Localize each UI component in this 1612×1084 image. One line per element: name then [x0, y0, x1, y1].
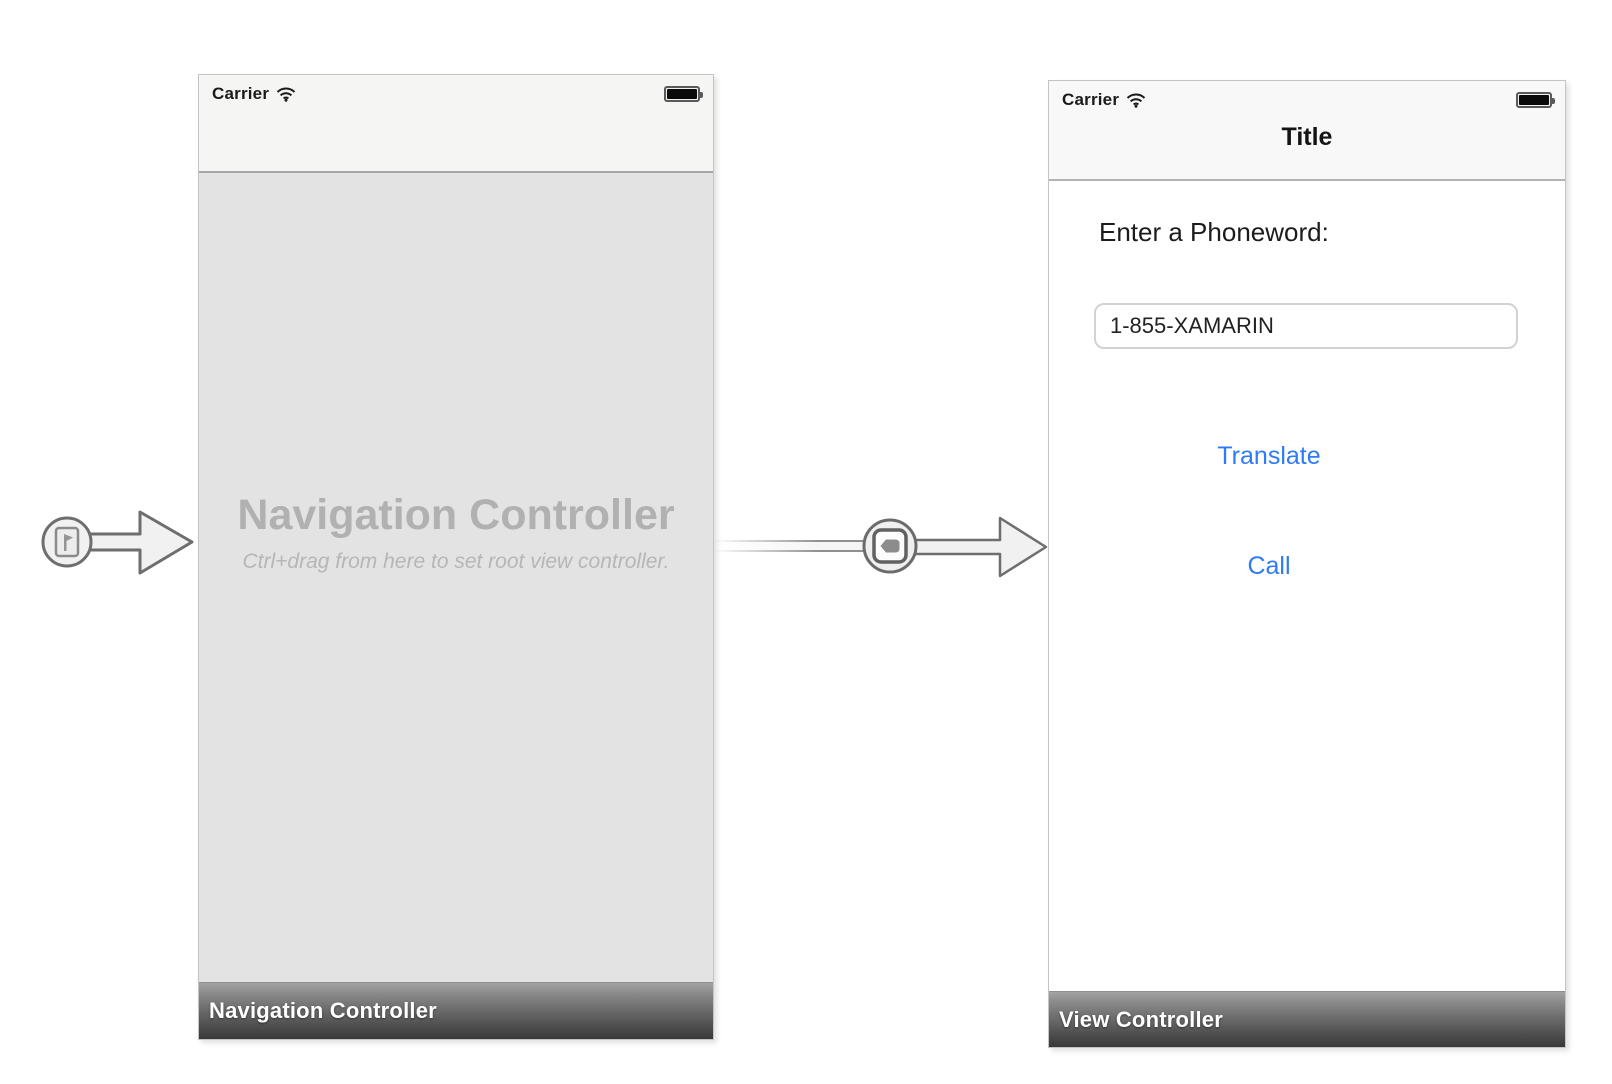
- view-controller-content[interactable]: [1049, 181, 1565, 991]
- navigation-controller-content[interactable]: [199, 173, 713, 982]
- root-view-controller-hint: Ctrl+drag from here to set root view controller.: [242, 550, 670, 573]
- carrier-label: Carrier: [212, 84, 270, 103]
- root-view-controller-segue-arrow[interactable]: [713, 504, 1049, 588]
- phoneword-label[interactable]: Enter a Phoneword:: [1099, 217, 1329, 247]
- view-controller-dock-label: View Controller: [1059, 1006, 1223, 1032]
- storyboard-entry-flag-icon: [56, 528, 78, 556]
- navigation-controller-scene[interactable]: [198, 74, 714, 1040]
- carrier-label: Carrier: [1062, 90, 1120, 109]
- navigation-controller-dock-label: Navigation Controller: [209, 998, 437, 1023]
- phoneword-input[interactable]: [1094, 303, 1518, 349]
- translate-button[interactable]: Translate: [1049, 442, 1489, 471]
- navigation-controller-dock[interactable]: [199, 982, 713, 1039]
- battery-icon: [664, 86, 700, 102]
- root-view-controller-icon: [874, 530, 906, 562]
- battery-icon: [1516, 92, 1552, 108]
- wifi-icon: [276, 87, 296, 102]
- segue-line[interactable]: [713, 541, 869, 551]
- navigation-controller-placeholder-title: Navigation Controller: [237, 491, 675, 539]
- navigation-bar-title: Title: [1281, 123, 1333, 151]
- wifi-icon: [1126, 93, 1146, 108]
- initial-view-controller-arrow[interactable]: [34, 495, 198, 591]
- view-scene-navbar-area: [1049, 81, 1565, 181]
- nav-scene-statusbar-area: [199, 75, 713, 173]
- segue-arrow-head[interactable]: [913, 518, 1046, 576]
- entry-arrow-shape[interactable]: [89, 512, 192, 573]
- view-controller-scene[interactable]: [1048, 80, 1566, 1048]
- call-button[interactable]: Call: [1049, 552, 1489, 581]
- view-controller-dock[interactable]: [1049, 991, 1565, 1047]
